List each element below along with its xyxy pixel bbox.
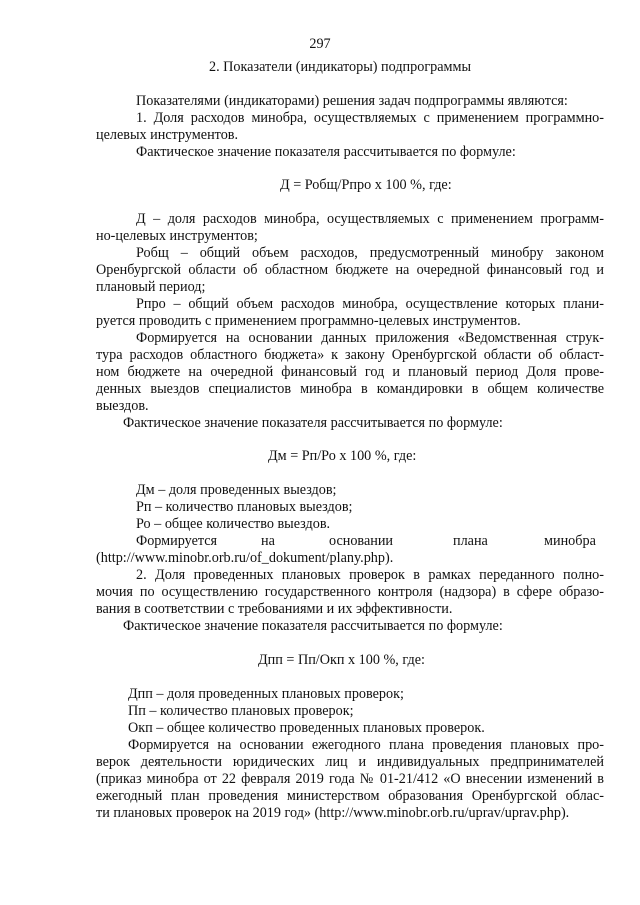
url-link[interactable]: (http://www.minobr.orb.ru/of_dokument/plany.php).: [96, 550, 394, 566]
definition-line: ном бюджете на очередной финансовый год и плановый период Доля прове-: [96, 364, 604, 380]
definition-line: Рп – количество плановых выездов;: [136, 499, 353, 515]
definition-line: тура расходов областного бюджета» к закону Оренбургской области об област-: [96, 347, 604, 363]
formula-3: Дпп = Пп/Окп х 100 %, где:: [258, 652, 425, 668]
formula-1: Д = Робщ/Рпро х 100 %, где:: [280, 177, 452, 193]
word: основании: [329, 533, 394, 549]
definition-line: Пп – количество плановых проверок;: [128, 703, 354, 719]
definition-line: Д – доля расходов минобра, осуществляемых с применением программ-: [136, 211, 604, 227]
word: Формируется: [136, 533, 218, 549]
definition-line: Рпро – общий объем расходов минобра, осуществление которых плани-: [136, 296, 604, 312]
formula-2: Дм = Рп/Ро х 100 %, где:: [268, 448, 417, 464]
definition-line: Фактическое значение показателя рассчитывается по формуле:: [123, 415, 503, 431]
definition-line: Формируется на основании данных приложения «Ведомственная струк-: [136, 330, 604, 346]
intro-line: целевых инструментов.: [96, 127, 239, 143]
word: плана: [453, 533, 488, 549]
definition-line: плановый период;: [96, 279, 206, 295]
intro-line: Фактическое значение показателя рассчитывается по формуле:: [136, 144, 516, 160]
definition-line: Фактическое значение показателя рассчитывается по формуле:: [123, 618, 503, 634]
definition-line: Дм – доля проведенных выездов;: [136, 482, 337, 498]
definition-line: (приказ минобра от 22 февраля 2019 года № 01-21/412 «О внесении изменений в: [96, 771, 604, 787]
word: минобра: [544, 533, 596, 549]
definition-line: мочия по осуществлению государственного контроля (надзора) в сфере образо-: [96, 584, 604, 600]
definition-line: Формируется на основании ежегодного плана проведения плановых про-: [128, 737, 604, 753]
word: на: [261, 533, 275, 549]
definition-line: Оренбургской области об областном бюджете на очередной финансовый год и: [96, 262, 604, 278]
definition-line: ти плановых проверок на 2019 год» (http://www.minobr.orb.ru/uprav/uprav.php).: [96, 805, 570, 821]
definition-line: Дпп – доля проведенных плановых проверок;: [128, 686, 404, 702]
definition-line: вания в соответствии с требованиями и их эффективности.: [96, 601, 453, 617]
definition-line: Робщ – общий объем расходов, предусмотренный минобру законом: [136, 245, 604, 261]
definition-line: Окп – общее количество проведенных плановых проверок.: [128, 720, 485, 736]
page-number: 297: [309, 36, 331, 52]
intro-line: Показателями (индикаторами) решения задач подпрограммы являются:: [136, 93, 568, 109]
definition-line: денных выездов специалистов минобра в командировки в общем количестве: [96, 381, 604, 397]
definition-line: Ро – общее количество выездов.: [136, 516, 331, 532]
definition-line: 2. Доля проведенных плановых проверок в рамках переданного полно-: [136, 567, 604, 583]
definition-line: выездов.: [96, 398, 149, 414]
section-heading: 2. Показатели (индикаторы) подпрограммы: [208, 59, 472, 75]
definition-line: руется проводить с применением программно-целевых инструментов.: [96, 313, 521, 329]
definition-line: верок деятельности юридических лиц и индивидуальных предпринимателей: [96, 754, 604, 770]
definition-line: ежегодный план проведения министерством образования Оренбургской облас-: [96, 788, 604, 804]
intro-line: 1. Доля расходов минобра, осуществляемых с применением программно-: [136, 110, 604, 126]
definition-line: но-целевых инструментов;: [96, 228, 258, 244]
